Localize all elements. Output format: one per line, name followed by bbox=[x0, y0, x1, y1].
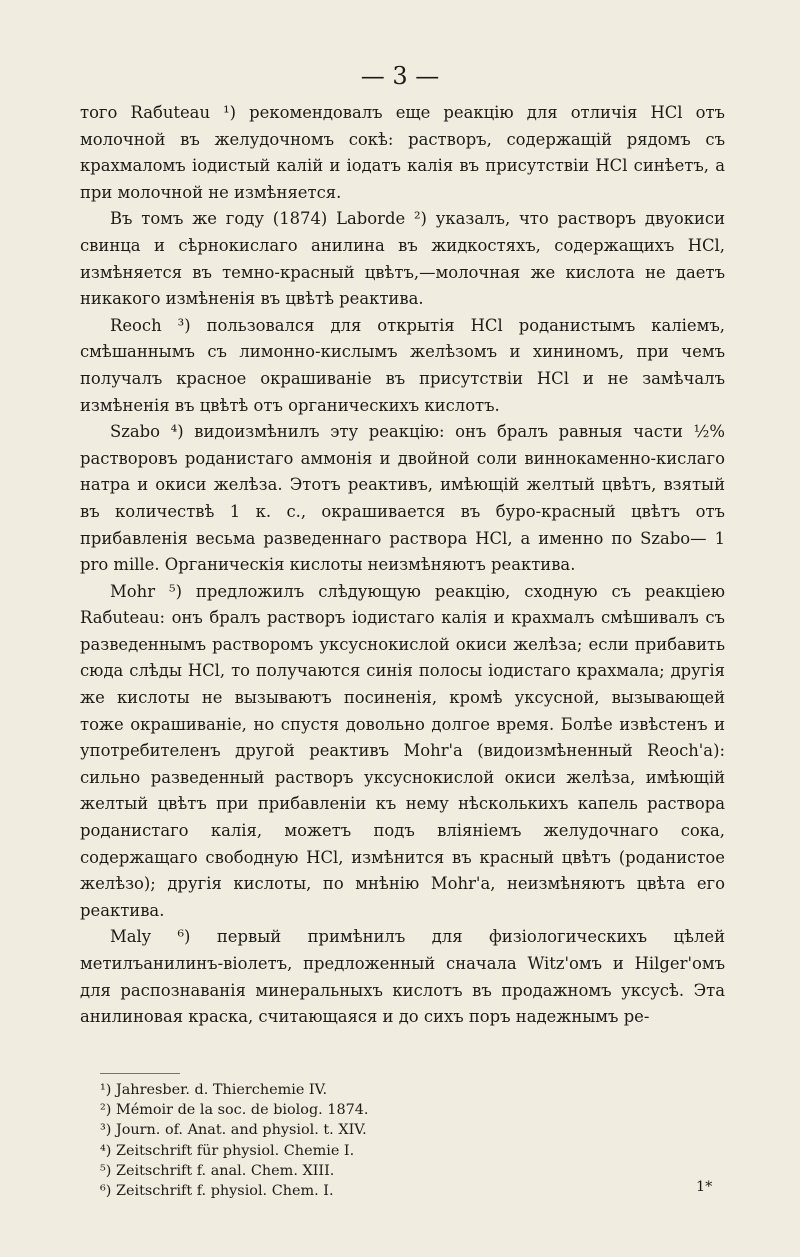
page-number: — 3 — bbox=[360, 62, 440, 90]
footnote-5: ⁵) Zeitschrift f. anal. Chem. XIII. bbox=[100, 1162, 335, 1179]
footnote-4: ⁴) Zeitschrift für physiol. Chemie I. bbox=[100, 1142, 355, 1159]
paragraph-4: Szabo ⁴) видоизмѣнилъ эту реакцію: онъ бралъ равныя части ½% растворовъ роданистаго аммонія и двойной соли виннокаменно-кислаго натра и окиси желѣза. Этотъ реактивъ, имѣющій желтый цвѣтъ, взятый въ количествѣ 1 к. с., окрашивается въ буро-красный цвѣтъ отъ прибавленія весьма разведеннаго раствора HCl, а именно по Szabo— 1 pro mille. Органическія кислоты неизмѣняютъ реактива. bbox=[80, 422, 725, 575]
paragraph-1: того Raбuteau ¹) рекомендовалъ еще реакцію для отличія HCl отъ молочной въ желудочномъ сокѣ: растворъ, содержащій рядомъ съ крахмаломъ іодистый калій и іодатъ калія въ присутствіи HCl синѣетъ, а при молочной не измѣняется. bbox=[80, 103, 725, 202]
paragraph-2: Въ томъ же году (1874) Laborde ²) указалъ, что растворъ двуокиси свинца и сѣрнокислаго анилина въ жидкостяхъ, содержащихъ HCl, измѣняется въ темно-красный цвѣтъ,—молочная же кислота не даетъ никакого измѣненія въ цвѣтѣ реактива. bbox=[80, 209, 725, 309]
body-text bbox=[80, 100, 725, 1031]
paragraph-3: Reoch ³) пользовался для открытія HCl роданистымъ каліемъ, смѣшаннымъ съ лимонно-кислымъ желѣзомъ и хининомъ, при чемъ получалъ красное окрашиваніе въ присутствіи HCl и не замѣчалъ измѣненія въ цвѣтѣ отъ органическихъ кислотъ. bbox=[80, 315, 725, 415]
footnotes bbox=[100, 1080, 720, 1201]
footnote-divider bbox=[100, 1073, 180, 1074]
paragraph-5: Mohr ⁵) предложилъ слѣдующую реакцію, сходную съ реакціею Raбuteau: онъ бралъ растворъ іодистаго калія и крахмалъ смѣшивалъ съ разведеннымъ растворомъ уксуснокислой окиси желѣза; если прибавить сюда слѣды HCl, то получаются синія полосы іодистаго крахмала; другія же кислоты не вызываютъ посиненія, кромѣ уксусной, вызывающей тоже окрашиваніе, но спустя довольно долгое время. Болѣе извѣстенъ и употребителенъ другой реактивъ Mohr'а (видоизмѣненный Reoch'а): сильно разведенный растворъ уксуснокислой окиси желѣза, имѣющій желтый цвѣтъ при прибавленіи къ нему нѣсколькихъ капель раствора роданистаго калія, можетъ подъ вліяніемъ желудочнаго сока, содержащаго свободную HCl, измѣнится въ красный цвѣтъ (роданистое желѣзо); другія кислоты, по мнѣнію Mohr'а, неизмѣняютъ цвѣта его реактива. bbox=[80, 581, 725, 920]
footnote-1: ¹) Jahresber. d. Thierchemie IV. bbox=[100, 1082, 328, 1098]
signature-mark: 1* bbox=[696, 1179, 713, 1195]
footnote-6: ⁶) Zeitschrift f. physiol. Chem. I. bbox=[100, 1183, 334, 1200]
footnote-3: ³) Journ. of. Anat. and physiol. t. XIV. bbox=[100, 1122, 367, 1139]
paragraph-6: Maly ⁶) первый примѣнилъ для физіологическихъ цѣлей метилъанилинъ-віолетъ, предложенный сначала Witz'омъ и Hilger'омъ для распознаванія минеральныхъ кислотъ въ продажномъ уксусѣ. Эта анилиновая краска, считающаяся и до сихъ поръ надежнымъ ре- bbox=[80, 927, 725, 1027]
footnote-2: ²) Mémoir de la soc. de biolog. 1874. bbox=[100, 1102, 369, 1119]
